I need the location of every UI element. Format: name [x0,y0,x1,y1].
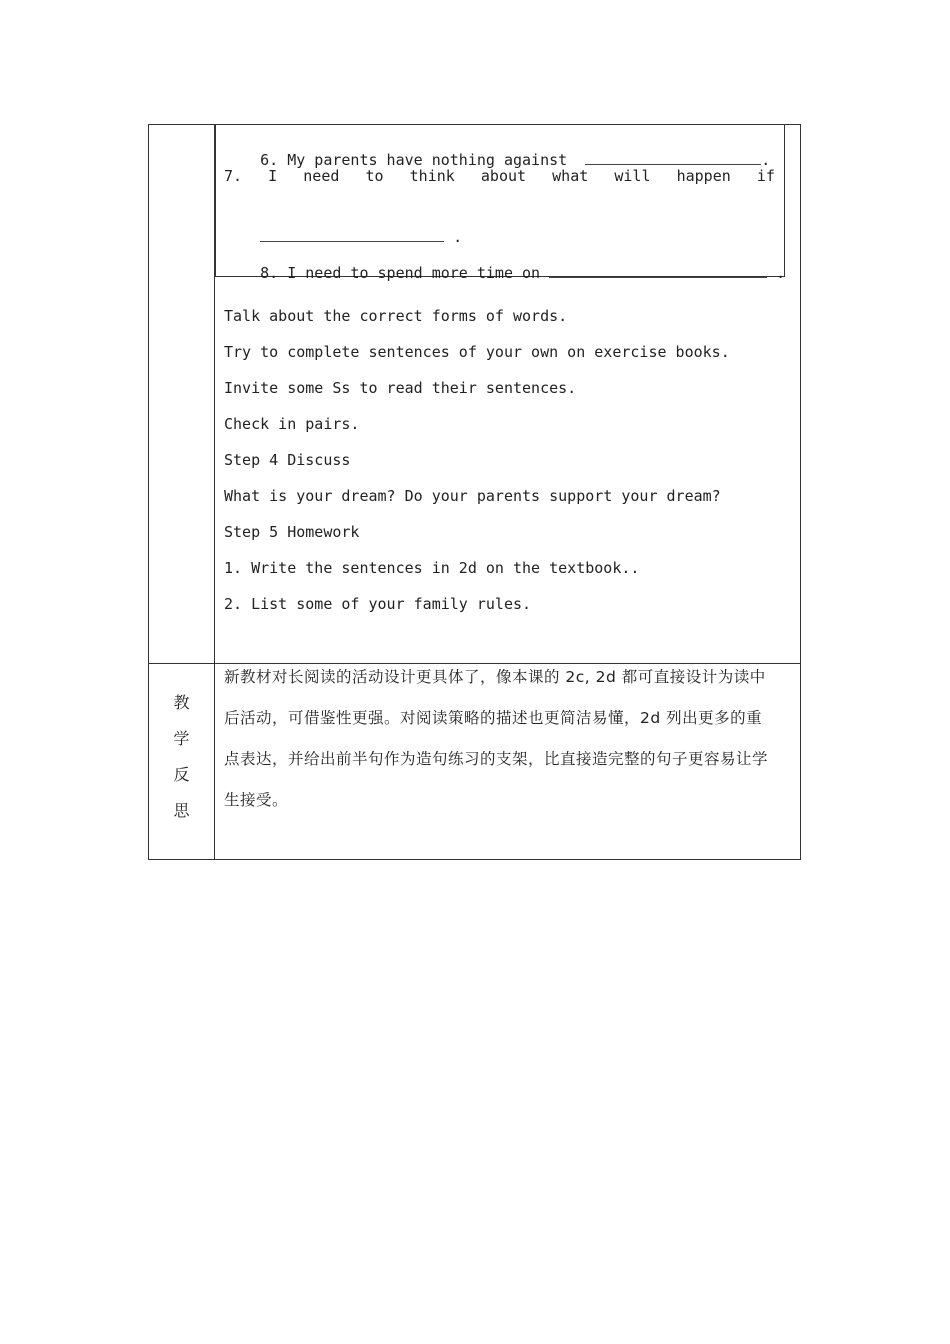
item-7-word: think [409,167,455,185]
reflection-line: 点表达，并给出前半句作为造句练习的支架，比直接造完整的句子更容易让学 [224,750,769,768]
item-6-end: . [761,151,771,169]
item-7-word: if [756,167,775,185]
item-7-word: happen [676,167,731,185]
step-line: Invite some Ss to read their sentences. [224,379,577,397]
homework-item: 1. Write the sentences in 2d on the textbook.. [224,559,640,577]
item-8-end: . [776,264,786,282]
item-7-word: about [480,167,527,185]
step-line: Talk about the correct forms of words. [224,307,568,325]
reflection-label-char: 思 [173,801,190,820]
reflection-line: 后活动，可借鉴性更强。对阅读策略的描述也更简洁易懂，2d 列出更多的重 [224,709,763,727]
item-7-word: what [552,167,589,185]
item-7-end: . [453,228,463,246]
row-divider [149,663,801,664]
homework-item: 2. List some of your family rules. [224,595,532,613]
item-7-word: to [365,167,384,185]
item-7-word: 7. [224,167,243,185]
item-7-word: I [268,167,278,185]
item-7-word: will [614,167,651,185]
lesson-plan-table [148,124,801,860]
item-7-word: need [303,167,340,185]
reflection-label-char: 反 [173,765,190,784]
step-line: What is your dream? Do your parents support your dream? [224,487,721,505]
answer-blank [260,227,444,242]
reflection-label-char: 教 [173,693,190,712]
exercise-item-7 [224,166,775,186]
item-6-text: 6. My parents have nothing against [260,151,568,169]
step-heading: Step 4 Discuss [224,451,351,469]
reflection-line: 生接受。 [224,791,289,809]
step-heading: Step 5 Homework [224,523,360,541]
item-8-text: 8. I need to spend more time on [260,264,541,282]
step-line: Try to complete sentences of your own on exercise books. [224,343,730,361]
exercise-item-8 [224,243,785,303]
reflection-label-char: 学 [173,729,190,748]
step-line: Check in pairs. [224,415,360,433]
answer-blank [585,150,761,165]
answer-blank [549,263,767,278]
reflection-line: 新教材对长阅读的活动设计更具体了，像本课的 2c, 2d 都可直接设计为读中 [224,668,766,686]
